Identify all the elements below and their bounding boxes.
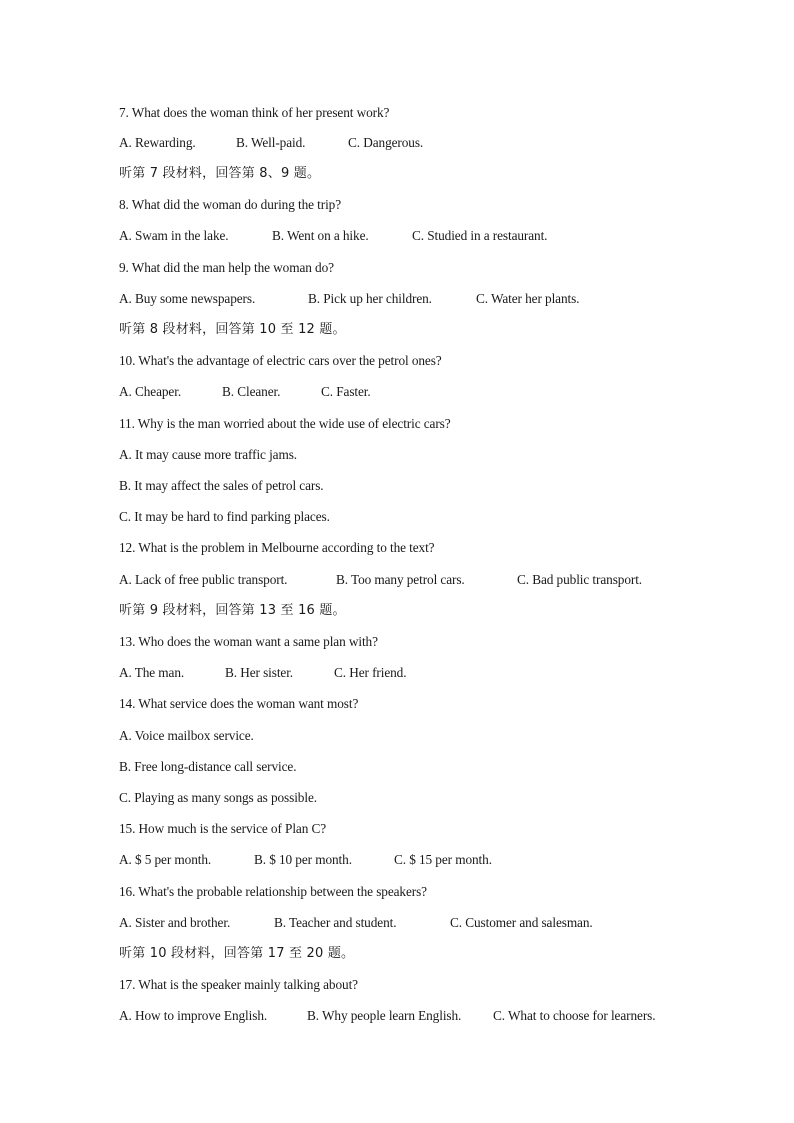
answer-option: C. Water her plants. (476, 291, 580, 306)
answer-option: C. Studied in a restaurant. (412, 228, 548, 243)
section-instruction: 听第 7 段材料，回答第 8、9 题。 (119, 166, 321, 181)
answer-option: C. Faster. (321, 384, 371, 399)
answer-option: A. It may cause more traffic jams. (119, 447, 298, 462)
answer-option: B. It may affect the sales of petrol cars. (119, 478, 324, 493)
answer-option: C. $ 15 per month. (394, 852, 492, 867)
section-instruction: 听第 10 段材料，回答第 17 至 20 题。 (119, 946, 355, 961)
answer-option: C. Her friend. (334, 665, 407, 680)
answer-option: A. How to improve English. (119, 1008, 268, 1023)
question-text: 9. What did the man help the woman do? (119, 260, 334, 275)
answer-option: B. Cleaner. (222, 384, 281, 399)
answer-option: B. Pick up her children. (308, 291, 432, 306)
section-instruction: 听第 8 段材料，回答第 10 至 12 题。 (119, 322, 346, 337)
question-text: 11. Why is the man worried about the wide use of electric cars? (119, 416, 451, 431)
answer-option: B. Well-paid. (236, 135, 306, 150)
answer-option: A. Lack of free public transport. (119, 572, 288, 587)
answer-option: A. Voice mailbox service. (119, 728, 254, 743)
answer-option: C. Dangerous. (348, 135, 424, 150)
answer-option: A. Cheaper. (119, 384, 182, 399)
answer-option: C. Customer and salesman. (450, 915, 593, 930)
question-text: 7. What does the woman think of her present work? (119, 105, 390, 120)
answer-option: B. Too many petrol cars. (336, 572, 465, 587)
answer-option: A. Sister and brother. (119, 915, 231, 930)
answer-option: B. Went on a hike. (272, 228, 369, 243)
question-text: 13. Who does the woman want a same plan with? (119, 634, 378, 649)
answer-option: C. What to choose for learners. (493, 1008, 656, 1023)
question-text: 14. What service does the woman want most? (119, 696, 359, 711)
section-instruction: 听第 9 段材料，回答第 13 至 16 题。 (119, 603, 346, 618)
answer-option: C. It may be hard to find parking places. (119, 509, 330, 524)
answer-option: A. Swam in the lake. (119, 228, 229, 243)
answer-option: A. Rewarding. (119, 135, 196, 150)
answer-option: A. Buy some newspapers. (119, 291, 256, 306)
answer-option: A. The man. (119, 665, 185, 680)
answer-option: B. Why people learn English. (307, 1008, 462, 1023)
question-text: 15. How much is the service of Plan C? (119, 821, 327, 836)
question-text: 16. What's the probable relationship between the speakers? (119, 884, 427, 899)
answer-option: B. Free long-distance call service. (119, 759, 297, 774)
question-text: 12. What is the problem in Melbourne according to the text? (119, 540, 435, 555)
answer-option: B. Her sister. (225, 665, 294, 680)
answer-option: B. $ 10 per month. (254, 852, 352, 867)
answer-option: C. Bad public transport. (517, 572, 643, 587)
question-text: 17. What is the speaker mainly talking about? (119, 977, 358, 992)
answer-option: A. $ 5 per month. (119, 852, 212, 867)
question-text: 8. What did the woman do during the trip? (119, 197, 342, 212)
answer-option: C. Playing as many songs as possible. (119, 790, 317, 805)
answer-option: B. Teacher and student. (274, 915, 397, 930)
question-text: 10. What's the advantage of electric cars over the petrol ones? (119, 353, 442, 368)
